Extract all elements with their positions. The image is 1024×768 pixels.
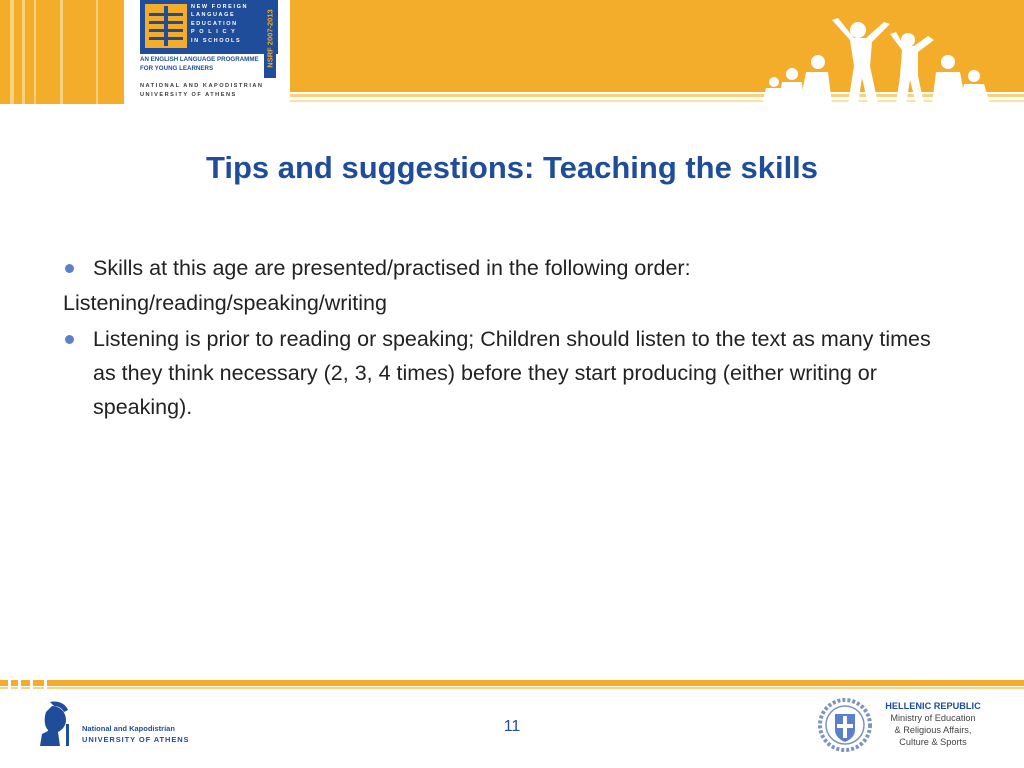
- bullet-item: [63, 322, 953, 424]
- bullet-text: Listening is prior to reading or speaking; Children should listen to the text as many times as they think necessary (2, 3, 4 times) before they start producing (either writing or speaking).: [93, 327, 931, 419]
- page-number: 11: [503, 718, 521, 735]
- header-stripe: [96, 0, 98, 104]
- logo-title-line: NEW FOREIGN: [191, 4, 249, 10]
- slide-body: [63, 251, 953, 424]
- footer-rule: [0, 687, 1024, 689]
- header-stripe: [22, 0, 25, 104]
- children-silhouettes-icon: [762, 18, 990, 104]
- logo-title-line: IN SCHOOLS: [191, 37, 242, 44]
- logo-title-line: P O L I C Y: [191, 29, 237, 36]
- bullet-text: Skills at this age are presented/practised in the following order:: [93, 256, 691, 280]
- logo-title-line: EDUCATION: [191, 20, 238, 27]
- nsrf-badge: [264, 2, 276, 78]
- bullet-dot-icon: [65, 264, 74, 273]
- ministry-line: & Religious Affairs,: [894, 725, 972, 735]
- header-stripe: [34, 0, 36, 104]
- logo-university-line: UNIVERSITY OF ATHENS: [140, 92, 237, 98]
- slide-header: [0, 0, 1024, 104]
- ministry-line: Ministry of Education: [890, 713, 976, 723]
- book-icon: [145, 4, 187, 48]
- nsrf-label: NSRF 2007-2013: [265, 9, 275, 68]
- hellenic-republic-emblem-icon: [818, 698, 872, 752]
- bullet-dot-icon: [65, 335, 74, 344]
- ministry-text: [880, 700, 986, 748]
- logo-subtitle-line: FOR YOUNG LEARNERS: [140, 64, 214, 72]
- footer-university-line2: UNIVERSITY OF ATHENS: [82, 735, 190, 744]
- logo-title-line: LANGUAGE: [191, 12, 236, 19]
- footer-university-line1: National and Kapodistrian: [82, 724, 175, 733]
- header-stripe: [10, 0, 14, 104]
- logo-title: [191, 3, 261, 45]
- logo-university-line: NATIONAL AND KAPODISTRIAN: [140, 83, 264, 89]
- ministry-line: Culture & Sports: [899, 737, 967, 747]
- order-line: Listening/reading/speaking/writing: [63, 291, 387, 315]
- footer-university-name: [82, 723, 189, 745]
- program-logo: [128, 0, 290, 104]
- footer-rule: [0, 680, 1024, 686]
- logo-subtitle-line: AN ENGLISH LANGUAGE PROGRAMME: [140, 56, 259, 63]
- logo-subtitle: [140, 56, 259, 73]
- logo-university: [140, 82, 288, 100]
- bullet-item: [63, 251, 953, 286]
- header-stripe: [60, 0, 63, 104]
- slide-title: Tips and suggestions: Teaching the skills: [205, 150, 819, 185]
- footer-stripes: [0, 680, 60, 689]
- ministry-line-republic: HELLENIC REPUBLIC: [885, 701, 981, 711]
- university-athena-logo-icon: [40, 700, 74, 748]
